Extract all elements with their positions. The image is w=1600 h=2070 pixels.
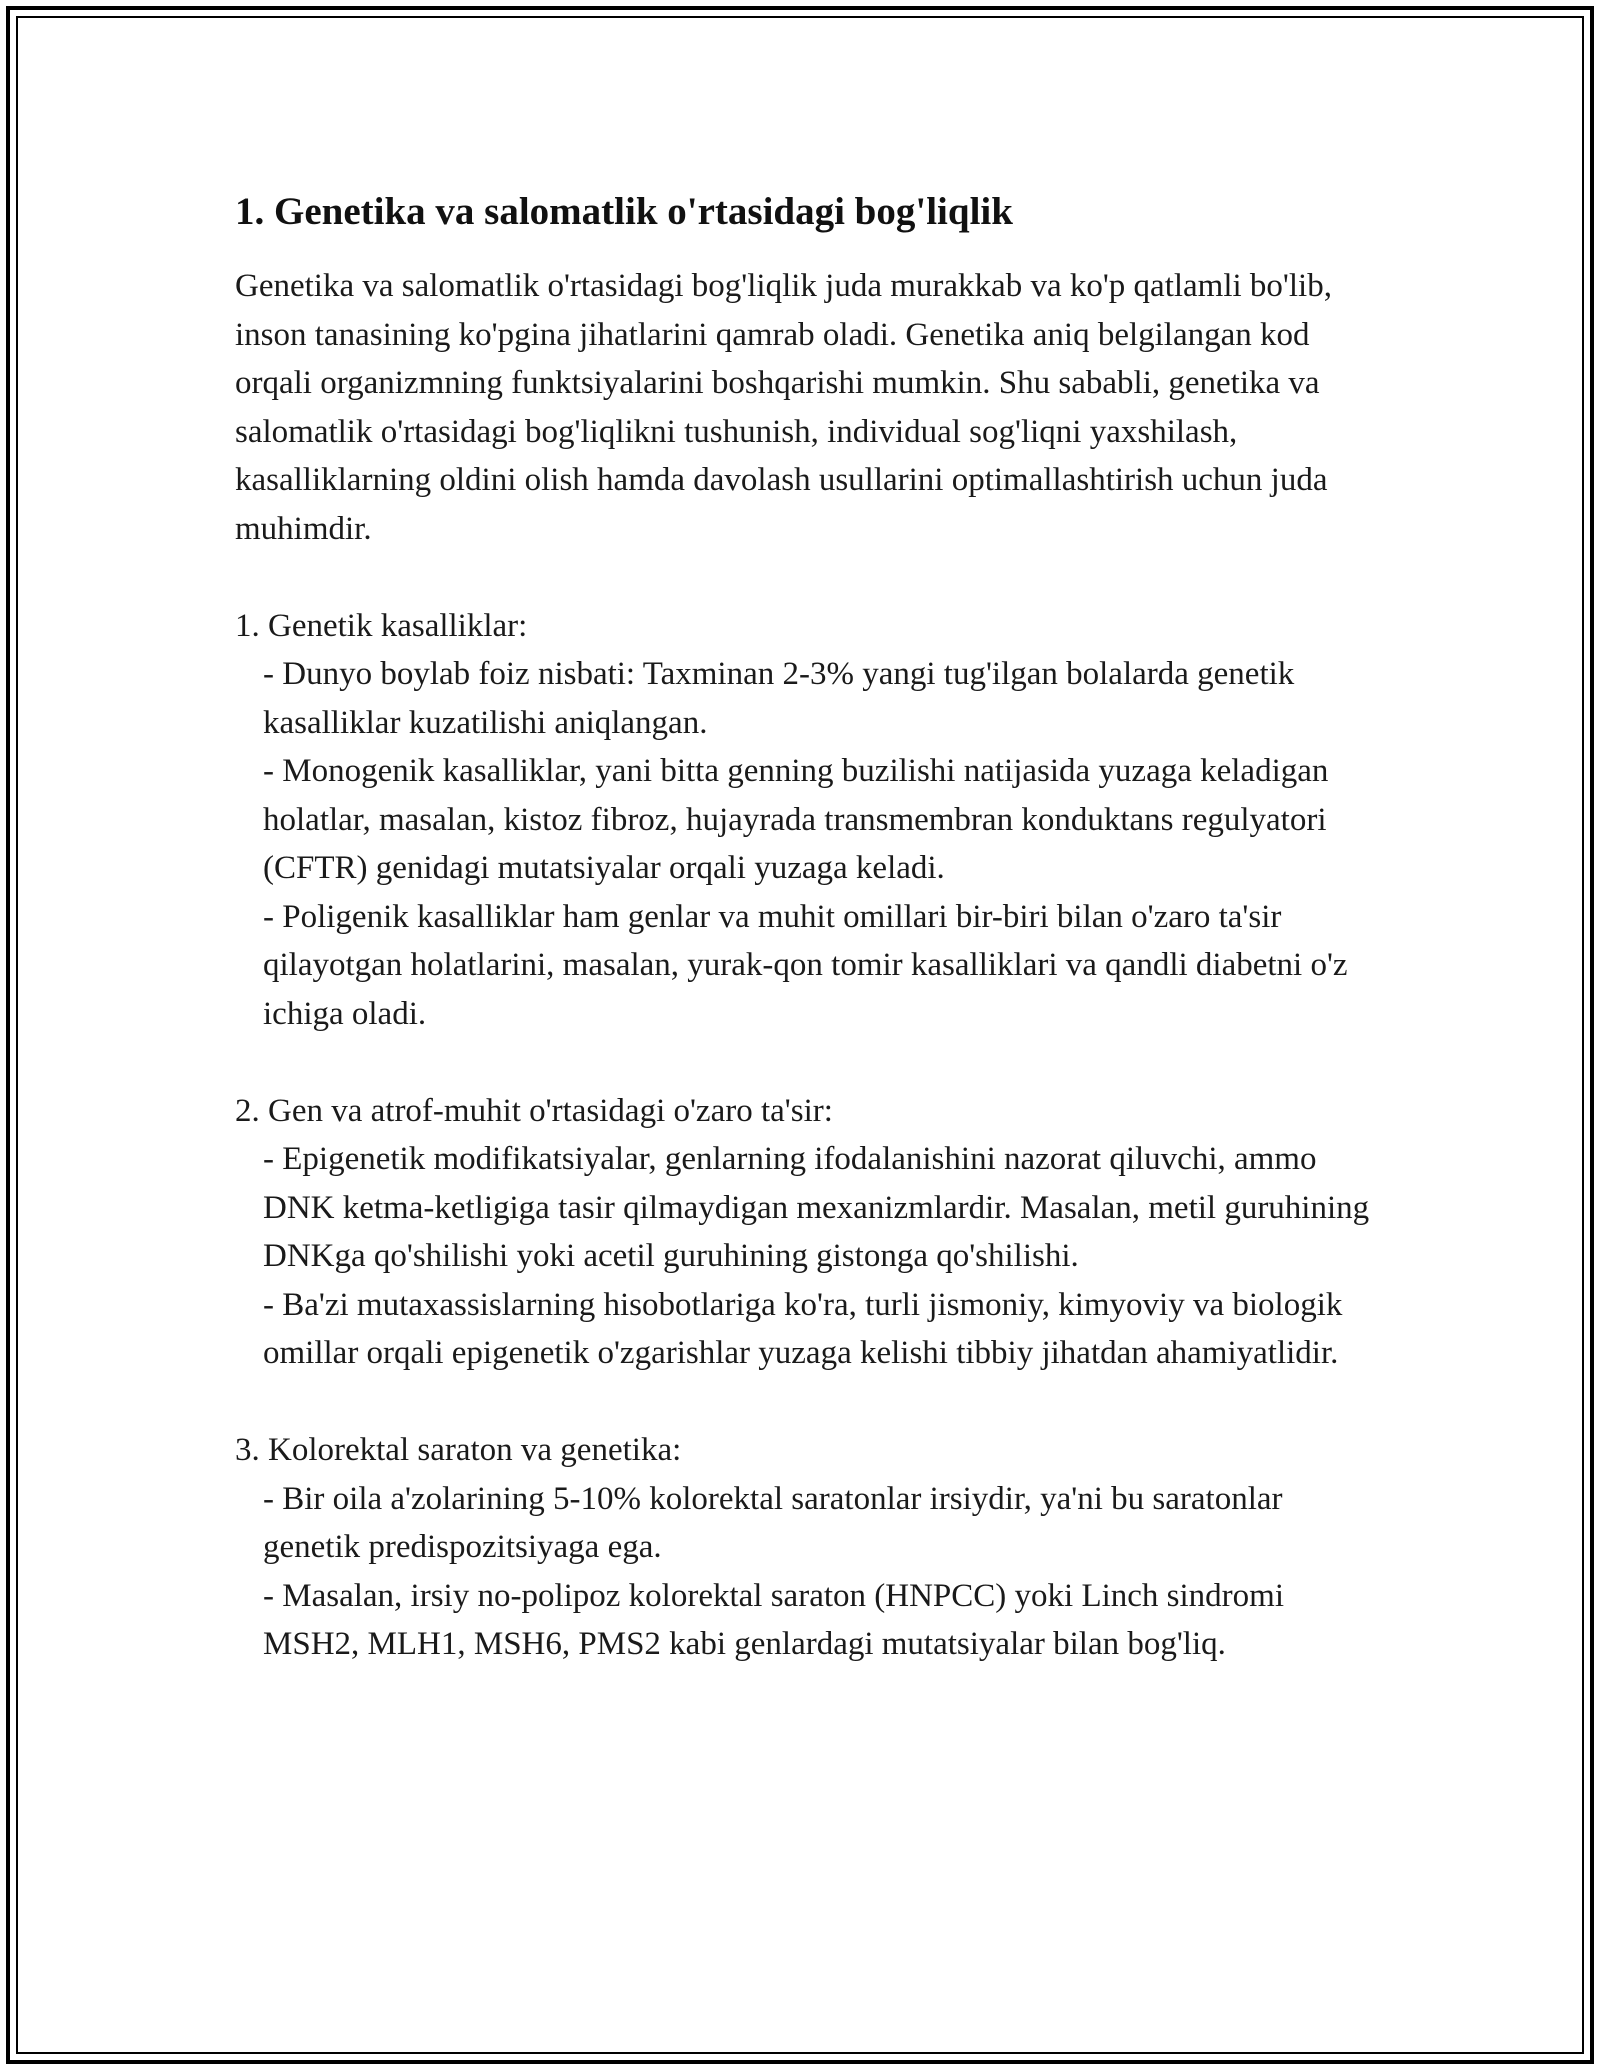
- list-item: - Bir oila a'zolarining 5-10% kolorektal saratonlar irsiydir, ya'ni bu saratonlar genetik predispozitsiyaga ega.: [263, 1480, 1291, 1565]
- list-item: - Ba'zi mutaxassislarning hisobotlariga ko'ra, turli jismoniy, kimyoviy va biologik omillar orqali epigenetik o'zgarishlar yuzaga kelishi tibbiy jihatdan ahamiyatlidir.: [263, 1286, 1351, 1371]
- spacer: [235, 1378, 1375, 1427]
- section-colorectal-cancer: [235, 1426, 1375, 1669]
- document-title: 1. Genetika va salomatlik o'rtasidagi bog'liqlik: [235, 190, 1013, 233]
- list-item: - Epigenetik modifikatsiyalar, genlarning ifodalanishini nazorat qiluvchi, ammo DNK ketma-ketligiga tasir qilmaydigan mexanizmlardir. Masalan, metil guruhining DNKga qo'shilishi yoki acetil guruhining gistonga qo'shilishi.: [263, 1141, 1378, 1274]
- section-gene-environment: [235, 1087, 1378, 1378]
- list-item: - Dunyo boylab foiz nisbati: Taxminan 2-3% yangi tug'ilgan bolalarda genetik kasalliklar kuzatilishi aniqlangan.: [263, 656, 1303, 741]
- list-item: - Masalan, irsiy no-polipoz kolorektal saraton (HNPCC) yoki Linch sindromi MSH2, MLH1, MSH6, PMS2 kabi genlardagi mutatsiyalar bilan bog'liq.: [263, 1577, 1293, 1662]
- spacer: [235, 553, 1375, 602]
- section-heading: 2. Gen va atrof-muhit o'rtasidagi o'zaro ta'sir:: [235, 1092, 833, 1129]
- document-body: [235, 188, 1378, 1669]
- intro-paragraph: Genetika va salomatlik o'rtasidagi bog'liqlik juda murakkab va ko'p qatlamli bo'lib, inson tanasining ko'pgina jihatlarini qamrab oladi. Genetika aniq belgilangan kod orqali organizmning funktsiyalarini boshqarishi mumkin. Shu sababli, genetika va salomatlik o'rtasidagi bog'liqlikni tushunish, individual sog'liqni yaxshilash, kasalliklarning oldini olish hamda davolash usullarini optimallashtirish uchun juda muhimdir.: [235, 268, 1341, 547]
- list-item: - Monogenik kasalliklar, yani bitta genning buzilishi natijasida yuzaga keladigan holatlar, masalan, kistoz fibroz, hujayrada transmembran konduktans regulyatori (CFTR) genidagi mutatsiyalar orqali yuzaga keladi.: [263, 753, 1337, 886]
- section-heading: 3. Kolorektal saraton va genetika:: [235, 1432, 682, 1468]
- spacer: [235, 1038, 1375, 1087]
- section-heading: 1. Genetik kasalliklar:: [235, 607, 528, 644]
- list-item: - Poligenik kasalliklar ham genlar va muhit omillari bir-biri bilan o'zaro ta'sir qilayotgan holatlarini, masalan, yurak-qon tomir kasalliklari va qandli diabetni o'z ichiga oladi.: [263, 898, 1356, 1032]
- section-genetic-diseases: [235, 602, 1375, 1039]
